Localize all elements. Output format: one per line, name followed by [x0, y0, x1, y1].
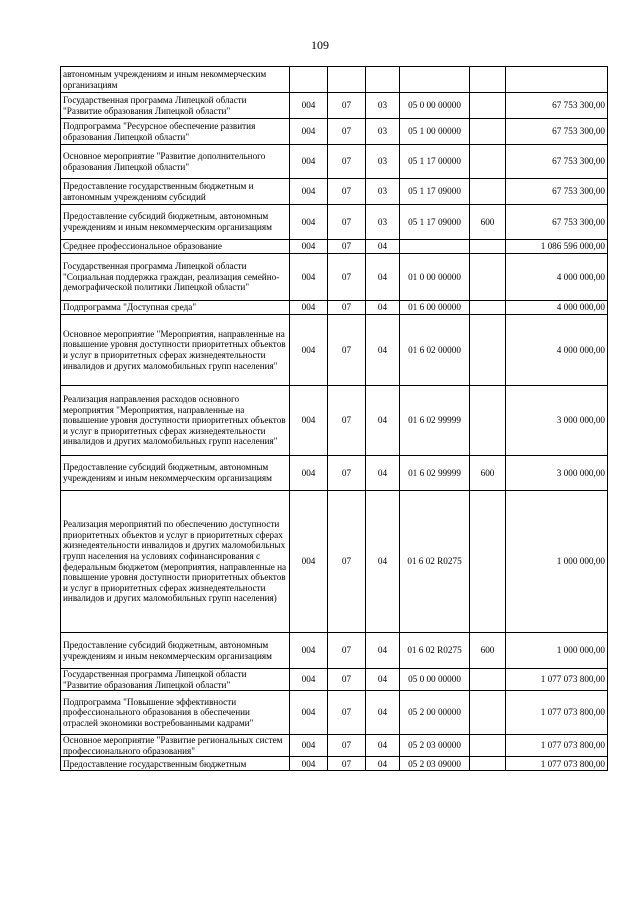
- section-code: 07: [328, 456, 366, 491]
- subsection-code: 04: [366, 240, 400, 254]
- target-article-code: 05 0 00 00000: [400, 93, 470, 119]
- table-row: [61, 757, 608, 771]
- amount: 4 000 000,00: [506, 301, 608, 315]
- table-row: [61, 315, 608, 386]
- section-code: 07: [328, 691, 366, 735]
- target-article-code: 01 0 00 00000: [400, 254, 470, 301]
- subsection-code: 04: [366, 456, 400, 491]
- amount: 67 753 300,00: [506, 145, 608, 179]
- ved-code: 004: [290, 386, 328, 456]
- page-number: 109: [311, 38, 329, 52]
- ved-code: 004: [290, 301, 328, 315]
- amount: 1 077 073 800,00: [506, 669, 608, 691]
- expense-type-code: 600: [470, 633, 506, 669]
- subsection-code: 03: [366, 179, 400, 205]
- ved-code: 004: [290, 145, 328, 179]
- subsection-code: 03: [366, 205, 400, 240]
- table-row: [61, 386, 608, 456]
- item-name: Предоставление государственным бюджетным и автономным учреждениям субсидий: [61, 179, 290, 205]
- subsection-code: 04: [366, 735, 400, 757]
- ved-code: 004: [290, 93, 328, 119]
- amount: 1 077 073 800,00: [506, 757, 608, 771]
- item-name: Основное мероприятие "Развитие региональных систем профессионального образования": [61, 735, 290, 757]
- table-row: [61, 491, 608, 633]
- ved-code: 004: [290, 735, 328, 757]
- item-name: Основное мероприятие "Мероприятия, направленные на повышение уровня доступности приоритетных объектов и услуг в приоритетных сферах жизнедеятельности инвалидов и других маломобильных групп населения": [61, 315, 290, 386]
- target-article-code: 05 2 03 00000: [400, 735, 470, 757]
- section-code: 07: [328, 240, 366, 254]
- expense-type-code: [470, 315, 506, 386]
- subsection-code: [366, 67, 400, 93]
- target-article-code: 05 1 17 09000: [400, 205, 470, 240]
- table-row: [61, 93, 608, 119]
- amount: 1 077 073 800,00: [506, 735, 608, 757]
- subsection-code: 04: [366, 301, 400, 315]
- section-code: 07: [328, 145, 366, 179]
- section-code: 07: [328, 315, 366, 386]
- subsection-code: 04: [366, 254, 400, 301]
- section-code: 07: [328, 386, 366, 456]
- amount: 4 000 000,00: [506, 254, 608, 301]
- ved-code: 004: [290, 315, 328, 386]
- section-code: 07: [328, 633, 366, 669]
- item-name: Предоставление государственным бюджетным: [61, 757, 290, 771]
- subsection-code: 03: [366, 145, 400, 179]
- target-article-code: 05 1 00 00000: [400, 119, 470, 145]
- ved-code: 004: [290, 491, 328, 633]
- amount: 67 753 300,00: [506, 119, 608, 145]
- amount: 67 753 300,00: [506, 179, 608, 205]
- expense-type-code: [470, 179, 506, 205]
- table-row: [61, 691, 608, 735]
- target-article-code: 01 6 02 99999: [400, 386, 470, 456]
- expense-type-code: [470, 757, 506, 771]
- amount: 1 077 073 800,00: [506, 691, 608, 735]
- expense-type-code: [470, 301, 506, 315]
- item-name: Подпрограмма "Повышение эффективности профессионального образования в обеспечении отраслей экономики востребованными кадрами": [61, 691, 290, 735]
- expense-type-code: [470, 254, 506, 301]
- ved-code: 004: [290, 254, 328, 301]
- subsection-code: 04: [366, 691, 400, 735]
- section-code: 07: [328, 205, 366, 240]
- amount: 1 000 000,00: [506, 633, 608, 669]
- section-code: 07: [328, 179, 366, 205]
- ved-code: 004: [290, 633, 328, 669]
- item-name: Государственная программа Липецкой области "Социальная поддержка граждан, реализация семейно-демографической политики Липецкой области": [61, 254, 290, 301]
- ved-code: 004: [290, 456, 328, 491]
- target-article-code: [400, 240, 470, 254]
- section-code: 07: [328, 301, 366, 315]
- item-name: Среднее профессиональное образование: [61, 240, 290, 254]
- section-code: [328, 67, 366, 93]
- item-name: Государственная программа Липецкой области "Развитие образования Липецкой области": [61, 669, 290, 691]
- target-article-code: 01 6 02 R0275: [400, 491, 470, 633]
- expense-type-code: [470, 240, 506, 254]
- ved-code: 004: [290, 179, 328, 205]
- section-code: 07: [328, 735, 366, 757]
- table-row: [61, 145, 608, 179]
- item-name: Реализация мероприятий по обеспечению доступности приоритетных объектов и услуг в приоритетных сферах жизнедеятельности инвалидов и других маломобильных групп населения на условиях софинансирования с федеральным бюджетом (мероприятия, направленные на повышение уровня доступности приоритетных объектов и услуг в приоритетных сферах жизнедеятельности инвалидов и других маломобильных групп населения): [61, 491, 290, 633]
- item-name: Подпрограмма "Доступная среда": [61, 301, 290, 315]
- ved-code: 004: [290, 119, 328, 145]
- subsection-code: 03: [366, 93, 400, 119]
- table-row: [61, 456, 608, 491]
- target-article-code: 01 6 02 00000: [400, 315, 470, 386]
- ved-code: 004: [290, 757, 328, 771]
- section-code: 07: [328, 119, 366, 145]
- table-row: [61, 669, 608, 691]
- table-row: [61, 633, 608, 669]
- target-article-code: [400, 67, 470, 93]
- subsection-code: 04: [366, 386, 400, 456]
- expense-type-code: 600: [470, 456, 506, 491]
- expense-type-code: [470, 691, 506, 735]
- section-code: 07: [328, 757, 366, 771]
- expense-type-code: [470, 145, 506, 179]
- expense-type-code: [470, 669, 506, 691]
- amount: 1 086 596 000,00: [506, 240, 608, 254]
- expense-type-code: 600: [470, 205, 506, 240]
- ved-code: [290, 67, 328, 93]
- amount: 67 753 300,00: [506, 93, 608, 119]
- subsection-code: 04: [366, 491, 400, 633]
- amount: [506, 67, 608, 93]
- subsection-code: 03: [366, 119, 400, 145]
- subsection-code: 04: [366, 669, 400, 691]
- item-name: Предоставление субсидий бюджетным, автономным учреждениям и иным некоммерческим организациям: [61, 633, 290, 669]
- item-name: автономным учреждениям и иным некоммерческим организациям: [61, 67, 290, 93]
- target-article-code: 01 6 00 00000: [400, 301, 470, 315]
- target-article-code: 05 0 00 00000: [400, 669, 470, 691]
- table-row: [61, 735, 608, 757]
- expense-type-code: [470, 119, 506, 145]
- ved-code: 004: [290, 691, 328, 735]
- subsection-code: 04: [366, 315, 400, 386]
- target-article-code: 05 2 03 09000: [400, 757, 470, 771]
- target-article-code: 05 1 17 09000: [400, 179, 470, 205]
- target-article-code: 01 6 02 R0275: [400, 633, 470, 669]
- section-code: 07: [328, 491, 366, 633]
- table-row: [61, 301, 608, 315]
- table-row: [61, 179, 608, 205]
- item-name: Подпрограмма "Ресурсное обеспечение развития образования Липецкой области": [61, 119, 290, 145]
- table-row: [61, 240, 608, 254]
- table-row: [61, 119, 608, 145]
- expense-type-code: [470, 386, 506, 456]
- target-article-code: 05 2 00 00000: [400, 691, 470, 735]
- table-row: [61, 67, 608, 93]
- expense-type-code: [470, 93, 506, 119]
- ved-code: 004: [290, 240, 328, 254]
- table-row: [61, 254, 608, 301]
- subsection-code: 04: [366, 633, 400, 669]
- item-name: Предоставление субсидий бюджетным, автономным учреждениям и иным некоммерческим организациям: [61, 205, 290, 240]
- expense-type-code: [470, 491, 506, 633]
- target-article-code: 05 1 17 00000: [400, 145, 470, 179]
- expense-type-code: [470, 735, 506, 757]
- budget-table: [60, 66, 608, 771]
- target-article-code: 01 6 02 99999: [400, 456, 470, 491]
- item-name: Государственная программа Липецкой области "Развитие образования Липецкой области": [61, 93, 290, 119]
- amount: 3 000 000,00: [506, 456, 608, 491]
- subsection-code: 04: [366, 757, 400, 771]
- item-name: Предоставление субсидий бюджетным, автономным учреждениям и иным некоммерческим организациям: [61, 456, 290, 491]
- section-code: 07: [328, 669, 366, 691]
- section-code: 07: [328, 93, 366, 119]
- table-body: [61, 67, 608, 771]
- section-code: 07: [328, 254, 366, 301]
- table-row: [61, 205, 608, 240]
- item-name: Реализация направления расходов основного мероприятия "Мероприятия, направленные на повышение уровня доступности приоритетных объектов и услуг в приоритетных сферах жизнедеятельности инвалидов и других маломобильных групп населения": [61, 386, 290, 456]
- amount: 3 000 000,00: [506, 386, 608, 456]
- expense-type-code: [470, 67, 506, 93]
- item-name: Основное мероприятие "Развитие дополнительного образования Липецкой области": [61, 145, 290, 179]
- amount: 67 753 300,00: [506, 205, 608, 240]
- ved-code: 004: [290, 669, 328, 691]
- ved-code: 004: [290, 205, 328, 240]
- amount: 4 000 000,00: [506, 315, 608, 386]
- amount: 1 000 000,00: [506, 491, 608, 633]
